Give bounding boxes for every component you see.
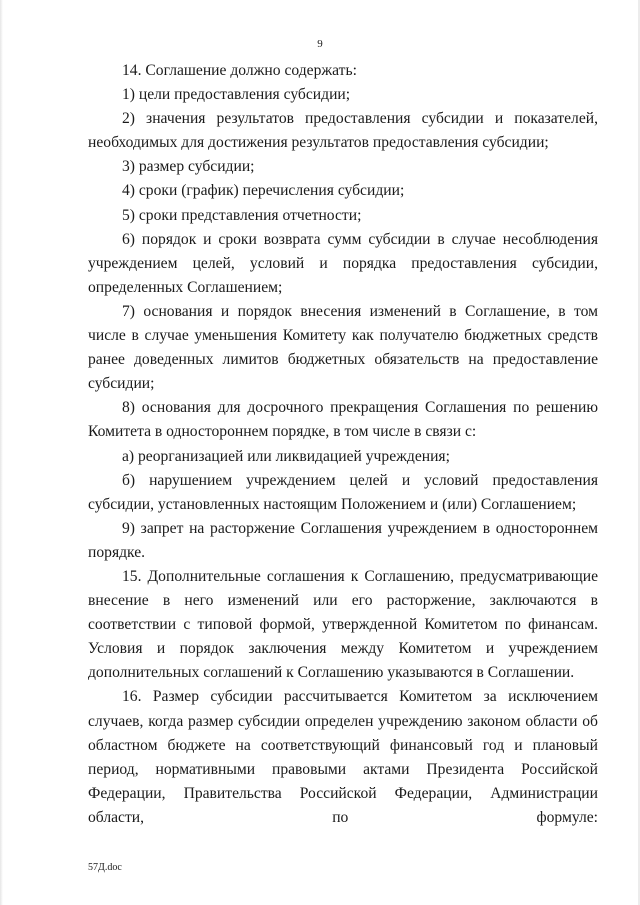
- scan-edge-left: [0, 0, 3, 905]
- list-item-9: 9) запрет на расторжение Соглашения учреждением в одностороннем порядке.: [88, 519, 598, 561]
- footer-filename: 57Д.doc: [88, 862, 122, 873]
- list-item-1: 1) цели предоставления субсидии;: [122, 86, 351, 104]
- list-item-2: 2) значения результатов предоставления субсидии и показателей, необходимых для достижения результатов предоставления субсидии;: [88, 110, 598, 152]
- list-item-3: 3) размер субсидии;: [122, 158, 255, 176]
- paragraph-15: 15. Дополнительные соглашения к Соглашению, предусматривающие внесение в него изменений или его расторжение, заключаются в соответствии с типовой формой, утвержденной Комитетом по финансам. Условия и порядок заключения между Комитетом и учреждением дополнительных соглашений к Соглашению указываются в Соглашении.: [88, 567, 598, 682]
- list-item-6: 6) порядок и сроки возврата сумм субсидии в случае несоблюдения учреждением целей, условий и порядка предоставления субсидии, определенных Соглашением;: [88, 230, 598, 296]
- list-item-7: 7) основания и порядок внесения изменений в Соглашение, в том числе в случае уменьшения Комитету как получателю бюджетных средств ранее доведенных лимитов бюджетных обязательств на предоставление субсидии;: [88, 302, 598, 393]
- paragraph-16: 16. Размер субсидии рассчитывается Комитетом за исключением случаев, когда размер субсидии определен учреждению законом области об областном бюджете на соответствующий финансовый год и плановый период, нормативными правовыми актами Президента Российской Федерации, Правительства Российской Федерации, Администрации области, по формуле:: [88, 688, 598, 826]
- list-item-8b: б) нарушением учреждением целей и условий предоставления субсидии, установленных настоящим Положением и (или) Соглашением;: [88, 471, 598, 513]
- list-item-8a: а) реорганизацией или ликвидацией учреждения;: [122, 447, 450, 465]
- list-item-4: 4) сроки (график) перечисления субсидии;: [122, 182, 405, 200]
- paragraph-14-heading: 14. Соглашение должно содержать:: [122, 62, 357, 79]
- list-item-8: 8) основания для досрочного прекращения Соглашения по решению Комитета в одностороннем порядке, в том числе в связи с:: [88, 399, 598, 441]
- document-body: [88, 59, 598, 830]
- page-number: 9: [317, 38, 323, 50]
- list-item-5: 5) сроки представления отчетности;: [122, 206, 362, 224]
